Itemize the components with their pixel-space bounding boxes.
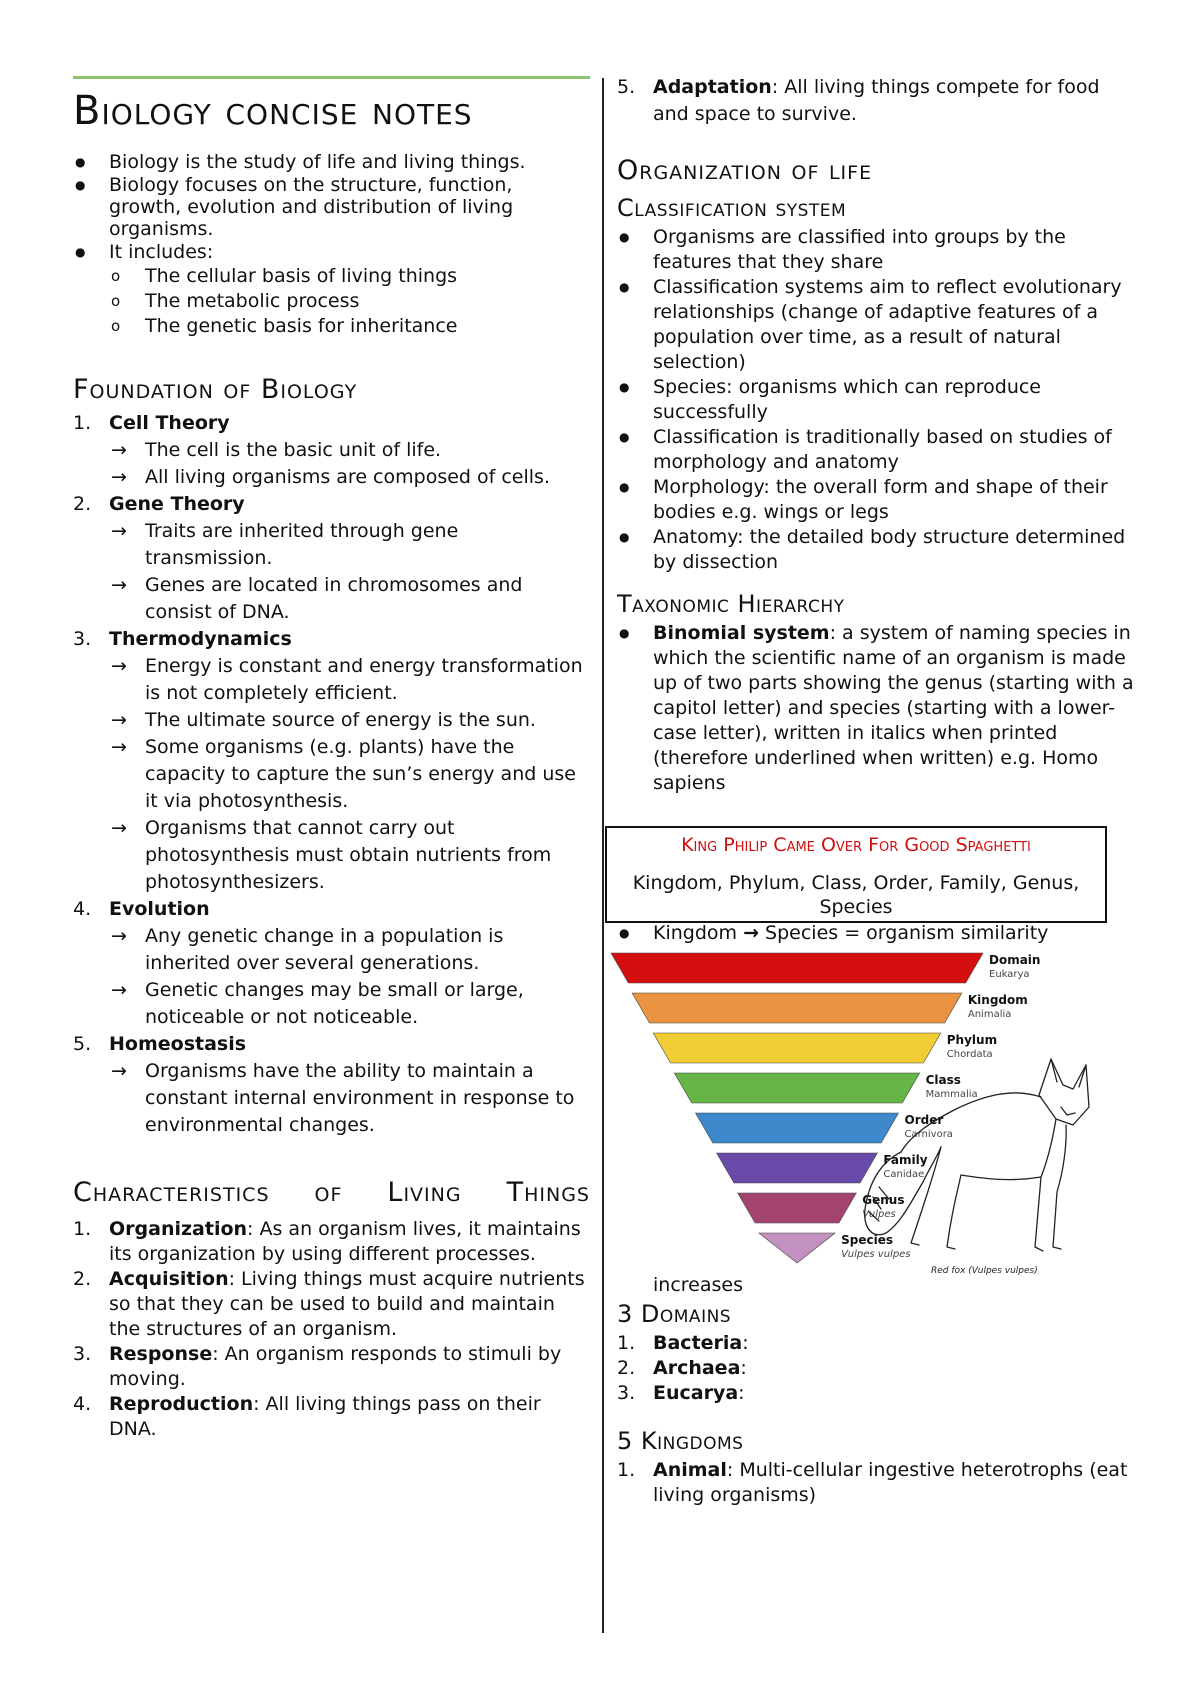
mnemonic-initial: K xyxy=(681,834,694,856)
list-item xyxy=(73,626,590,896)
list-item: ● Species: organisms which can reproduce successfully xyxy=(617,375,1137,425)
item-number: 4. xyxy=(73,1393,92,1415)
item-term: Reproduction xyxy=(109,1393,254,1415)
mnemonic-initial: F xyxy=(868,834,880,856)
list-item: → The cell is the basic unit of life. xyxy=(109,437,590,464)
list-item: → Organisms have the ability to maintain a constant internal environment in response to environmental changes. xyxy=(109,1058,590,1139)
item-term: Bacteria xyxy=(653,1332,743,1354)
mnemonic-word: ame xyxy=(786,834,815,856)
arrow-icon: → xyxy=(743,922,759,944)
domains-heading xyxy=(617,1299,1137,1329)
heading-number: 5 xyxy=(617,1427,641,1455)
pyramid-example-label: Animalia xyxy=(967,1009,1012,1020)
item-number: 1. xyxy=(617,1459,636,1481)
mnemonic-word: or xyxy=(879,834,899,856)
kingdoms-heading xyxy=(617,1426,1137,1456)
right-column xyxy=(617,74,1137,1508)
classification-heading: Classification system xyxy=(617,194,847,222)
characteristics-list-continued xyxy=(617,74,1137,128)
heading-text: Kingdoms xyxy=(640,1427,744,1455)
intro-sublist xyxy=(73,264,590,339)
list-item xyxy=(73,1031,590,1139)
similarity-text: Kingdom xyxy=(653,922,744,944)
item-term: Animal xyxy=(653,1459,727,1481)
pyramid-example-label: Chordata xyxy=(946,1049,993,1060)
item-number: 1. xyxy=(617,1332,636,1354)
list-item xyxy=(617,1331,1137,1356)
pyramid-level-species xyxy=(759,1233,835,1263)
left-column xyxy=(73,74,590,1442)
item-term: Archaea xyxy=(653,1357,741,1379)
domains-list xyxy=(617,1331,1137,1406)
item-term: Response xyxy=(109,1343,213,1365)
pyramid-rank-label: Phylum xyxy=(946,1033,998,1047)
list-item: → Some organisms (e.g. plants) have the capacity to capture the sun’s energy and use it via photosynthesis. xyxy=(109,734,590,815)
list-item: ● Biology focuses on the structure, function, growth, evolution and distribution of living organisms. xyxy=(73,174,590,240)
list-item xyxy=(617,1356,1137,1381)
item-text: : As an organism lives, it maintains its organization by using different processes. xyxy=(109,1218,581,1265)
page-title: Biology concise notes xyxy=(73,88,473,134)
column-divider xyxy=(602,78,604,1633)
list-item xyxy=(73,410,590,491)
pyramid-level-order xyxy=(696,1113,899,1143)
list-item xyxy=(73,491,590,626)
item-text: : All living things compete for food and space to survive. xyxy=(653,76,1100,125)
pyramid-rank-label: Class xyxy=(925,1073,961,1087)
pyramid-example-label: Mammalia xyxy=(925,1089,978,1100)
list-item xyxy=(73,1217,590,1267)
item-title: Thermodynamics xyxy=(109,628,292,650)
item-text: : xyxy=(740,1357,747,1379)
mnemonic-initial: O xyxy=(820,834,836,856)
list-item: → The ultimate source of energy is the sun. xyxy=(109,707,590,734)
item-number: 2. xyxy=(73,1268,92,1290)
classification-list xyxy=(617,225,1137,575)
list-item: → Organisms that cannot carry out photosynthesis must obtain nutrients from photosynthesizers. xyxy=(109,815,590,896)
list-item: → All living organisms are composed of cells. xyxy=(109,464,590,491)
pyramid-example-label: Vulpes vulpes xyxy=(841,1249,911,1260)
pyramid-level-class xyxy=(674,1073,919,1103)
characteristics-list xyxy=(73,1217,590,1442)
list-item xyxy=(73,1342,590,1392)
taxonomic-list xyxy=(617,621,1137,796)
mnemonic-word: hilip xyxy=(734,834,768,856)
item-number: 1. xyxy=(73,412,92,434)
foundation-heading: Foundation of Biology xyxy=(73,374,358,405)
pyramid-example-label: Vulpes xyxy=(862,1209,896,1220)
list-item xyxy=(617,1458,1137,1508)
item-number: 5. xyxy=(73,1033,92,1055)
fox-caption: Red fox (Vulpes vulpes) xyxy=(931,1266,1038,1276)
item-number: 1. xyxy=(73,1218,92,1240)
mnemonic-word: paghetti xyxy=(967,834,1031,856)
list-item: ● Morphology: the overall form and shape of their bodies e.g. wings or legs xyxy=(617,475,1137,525)
list-item: o The cellular basis of living things xyxy=(73,264,590,289)
organization-heading: Organization of life xyxy=(617,155,873,186)
item-text: : All living things pass on their DNA. xyxy=(109,1393,541,1440)
item-number: 3. xyxy=(617,1382,636,1404)
pyramid-rank-label: Domain xyxy=(989,953,1041,967)
list-item xyxy=(73,1392,590,1442)
item-text: : a system of naming species in which the scientific name of an organism is made up of two parts showing the genus (starting with a capitol letter) and species (starting with a lower-case letter), written in italics when printed (therefore underlined when written) e.g. Homo sapiens xyxy=(653,622,1134,794)
item-term: Organization xyxy=(109,1218,248,1240)
taxonomic-heading: Taxonomic Hierarchy xyxy=(617,590,845,618)
mnemonic-word: ood xyxy=(919,834,950,856)
point-list xyxy=(109,437,590,491)
list-item: ● It includes: xyxy=(73,240,590,264)
item-number: 2. xyxy=(73,493,92,515)
pyramid-rank-label: Kingdom xyxy=(967,993,1028,1007)
list-item: ● Classification systems aim to reflect evolutionary relationships (change of adaptive features of a population over time, as a result of natural selection) xyxy=(617,275,1137,375)
pyramid-level-domain xyxy=(611,953,983,983)
list-item xyxy=(617,621,1137,796)
item-number: 2. xyxy=(617,1357,636,1379)
mnemonic-initial: P xyxy=(723,834,735,856)
taxonomy-pyramid xyxy=(611,947,1091,1277)
item-number: 4. xyxy=(73,898,92,920)
mnemonic-word: ing xyxy=(693,834,718,856)
heading-text: Domains xyxy=(640,1300,732,1328)
pyramid-example-label: Eukarya xyxy=(989,969,1030,980)
pyramid-rank-label: Family xyxy=(883,1153,928,1167)
list-item xyxy=(73,896,590,1031)
item-term: Binomial system xyxy=(653,622,830,644)
similarity-continued: increases xyxy=(653,1274,743,1296)
item-number: 3. xyxy=(73,628,92,650)
pyramid-level-phylum xyxy=(653,1033,941,1063)
item-title: Cell Theory xyxy=(109,412,230,434)
item-term: Acquisition xyxy=(109,1268,229,1290)
list-item: → Genetic changes may be small or large, noticeable or not noticeable. xyxy=(109,977,590,1031)
pyramid-rank-label: Genus xyxy=(862,1193,905,1207)
mnemonic-ranks: Kingdom, Phylum, Class, Order, Family, Genus, Species xyxy=(632,872,1080,918)
mnemonic-initial: C xyxy=(773,834,787,856)
item-number: 3. xyxy=(73,1343,92,1365)
mnemonic-word: ver xyxy=(835,834,863,856)
point-list xyxy=(109,653,590,896)
list-item: → Any genetic change in a population is inherited over several generations. xyxy=(109,923,590,977)
list-item xyxy=(617,921,1137,945)
pyramid-example-label: Carnivora xyxy=(904,1129,953,1140)
item-title: Homeostasis xyxy=(109,1033,247,1055)
pyramid-rank-label: Order xyxy=(904,1113,944,1127)
item-term: Eucarya xyxy=(653,1382,739,1404)
characteristics-heading: Characteristics of Living Things xyxy=(73,1177,590,1208)
pyramid-level-genus xyxy=(738,1193,857,1223)
kingdoms-list xyxy=(617,1458,1137,1508)
mnemonic-initial: G xyxy=(904,834,920,856)
similarity-list xyxy=(617,921,1137,945)
list-item xyxy=(73,1267,590,1342)
list-item: o The genetic basis for inheritance xyxy=(73,314,590,339)
item-text: : xyxy=(742,1332,749,1354)
item-number: 5. xyxy=(617,76,636,98)
list-item: → Energy is constant and energy transformation is not completely efficient. xyxy=(109,653,590,707)
list-item: ● Organisms are classified into groups by the features that they share xyxy=(617,225,1137,275)
list-item: → Traits are inherited through gene transmission. xyxy=(109,518,590,572)
item-text: : Living things must acquire nutrients so that they can be used to build and maintain the structures of an organism. xyxy=(109,1268,585,1340)
item-title: Evolution xyxy=(109,898,210,920)
item-term: Adaptation xyxy=(653,76,772,98)
item-text: : An organism responds to stimuli by moving. xyxy=(109,1343,562,1390)
point-list xyxy=(109,1058,590,1139)
pyramid-example-label: Canidae xyxy=(883,1169,925,1180)
list-item: ● Biology is the study of life and living things. xyxy=(73,150,590,174)
list-item: → Genes are located in chromosomes and consist of DNA. xyxy=(109,572,590,626)
foundation-list xyxy=(73,410,590,1139)
point-list xyxy=(109,518,590,626)
list-item xyxy=(617,1381,1137,1406)
pyramid-rank-label: Species xyxy=(841,1233,894,1247)
intro-list xyxy=(73,150,590,264)
point-list xyxy=(109,923,590,1031)
list-item: ● Classification is traditionally based on studies of morphology and anatomy xyxy=(617,425,1137,475)
item-title: Gene Theory xyxy=(109,493,245,515)
list-item: o The metabolic process xyxy=(73,289,590,314)
mnemonic-phrase xyxy=(613,832,1099,859)
pyramid-level-kingdom xyxy=(632,993,962,1023)
item-text: : Multi-cellular ingestive heterotrophs (eat living organisms) xyxy=(653,1459,1128,1506)
similarity-text: Species = organism similarity xyxy=(759,922,1049,944)
list-item xyxy=(617,74,1137,128)
item-text: : xyxy=(738,1382,745,1404)
pyramid-level-family xyxy=(717,1153,878,1183)
mnemonic-initial: S xyxy=(955,834,968,856)
mnemonic-box xyxy=(605,826,1107,923)
heading-number: 3 xyxy=(617,1300,641,1328)
list-item: ● Anatomy: the detailed body structure determined by dissection xyxy=(617,525,1137,575)
